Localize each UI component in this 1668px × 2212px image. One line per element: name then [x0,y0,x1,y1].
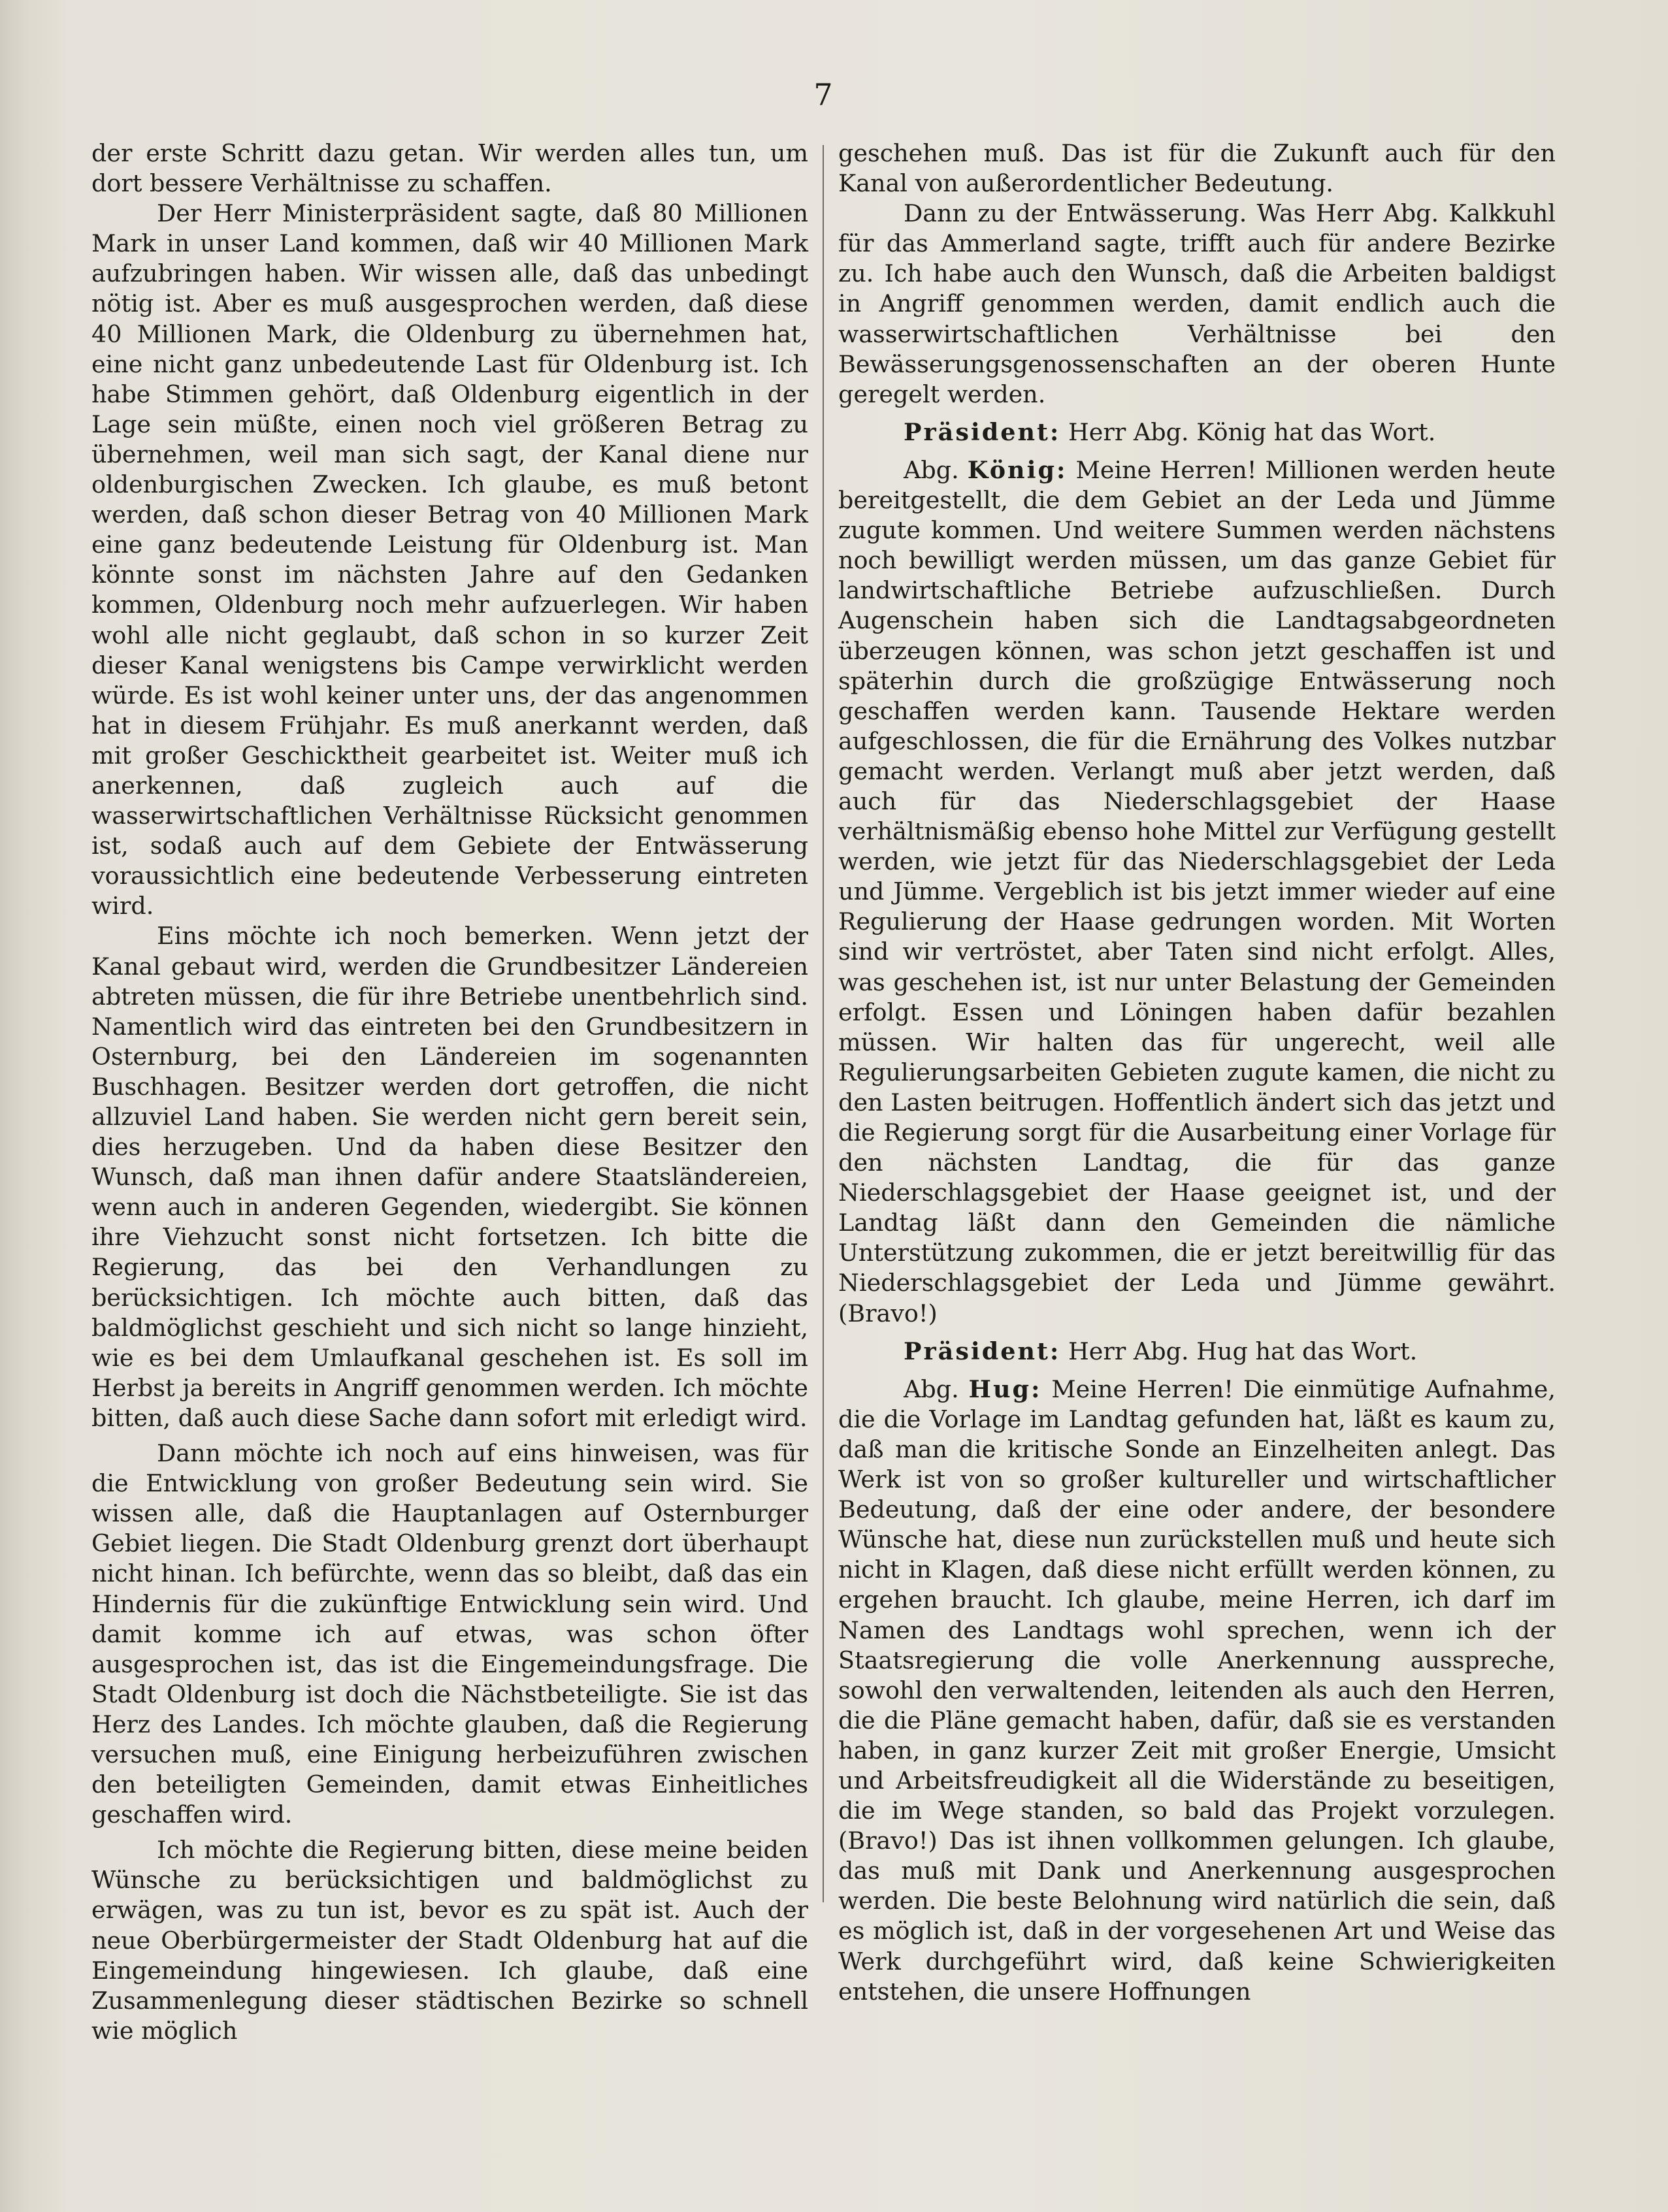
speech-lead: Abg. [904,1374,969,1403]
speaker-heading [838,417,1556,447]
speech-paragraph [838,1374,1556,2007]
text-paragraph: Ich möchte die Regierung bitten, diese meine beiden Wünsche zu berücksichtigen und baldmöglichst zu erwägen, was zu tun ist, bevor es zu spät ist. Auch der neue Oberbürgermeister der Stadt Oldenburg hat auf die Eingemeindung hingewiesen. Ich glaube, daß eine Zusammenlegung dieser städtischen Bezirke so schnell wie möglich [91,1836,808,2045]
right-column [838,138,1556,2007]
speaker-name: König: [967,455,1068,484]
page-number: 7 [813,77,833,112]
left-column [91,138,808,2046]
column-divider [823,145,824,1902]
speaker-name: Präsident: [904,1337,1061,1365]
text-paragraph: Dann zu der Entwässerung. Was Herr Abg. Kalkkuhl für das Ammerland sagte, trifft auch für andere Bezirke zu. Ich habe auch den Wunsch, daß die Arbeiten baldigst in Angriff genommen werden, damit endlich auch die wasserwirtschaftlichen Verhältnisse bei den Bewässerungsgenossenschaften an der oberen Hunte geregelt werden. [838,199,1556,408]
speech-text: Meine Herren! Die einmütige Aufnahme, die die Vorlage im Landtag gefunden hat, läßt es kaum zu, daß man die kritische Sonde an Einzelheiten anlegt. Das Werk ist von so großer kultureller und wirtschaftlicher Bedeutung, daß der eine oder andere, der besondere Wünsche hat, diese nun zurückstellen muß und heute sich nicht in Klagen, daß diese nicht erfüllt werden können, zu ergehen braucht. Ich glaube, meine Herren, ich darf im Namen des Landtags wohl sprechen, wenn ich der Staatsregierung die volle Anerkennung ausspreche, sowohl den verwaltenden, leitenden als auch den Herren, die die Pläne gemacht haben, dafür, daß sie es verstanden haben, in ganz kurzer Zeit mit großer Energie, Umsicht und Arbeitsfreudigkeit all die Widerstände zu beseitigen, die im Wege standen, so bald das Projekt vorzulegen. (Bravo!) Das ist ihnen vollkommen gelungen. Ich glaube, das muß mit Dank und Anerkennung ausgesprochen werden. Die beste Belohnung wird natürlich die sein, daß es möglich ist, daß in der vorgesehenen Art und Weise das Werk durchgeführt wird, daß keine Schwierigkeiten entstehen, die unsere Hoffnungen [838,1374,1556,2006]
text-paragraph: geschehen muß. Das ist für die Zukunft auch für den Kanal von außerordentlicher Bedeutung. [838,139,1556,198]
heading-text: Herr Abg. Hug hat das Wort. [1060,1337,1418,1365]
speech-paragraph [838,455,1556,1329]
speaker-name: Präsident: [904,417,1061,446]
heading-text: Herr Abg. König hat das Wort. [1060,417,1436,446]
speaker-name: Hug: [968,1374,1042,1403]
speech-text: Meine Herren! Millionen werden heute bereitgestellt, die dem Gebiet an der Leda und Jümme zugute kommen. Und weitere Summen werden nächstens noch bewilligt werden müssen, um das ganze Gebiet für landwirtschaftliche Betriebe aufzuschließen. Durch Augenschein haben sich die Landtagsabgeordneten überzeugen können, was schon jetzt geschaffen ist und späterhin durch die großzügige Entwässerung noch geschaffen werden kann. Tausende Hektare werden aufgeschlossen, die für die Ernährung des Volkes nutzbar gemacht werden. Verlangt muß aber jetzt werden, daß auch für das Niederschlagsgebiet der Haase verhältnismäßig ebenso hohe Mittel zur Verfügung gestellt werden, wie jetzt für das Niederschlagsgebiet der Leda und Jümme. Vergeblich ist bis jetzt immer wieder auf eine Regulierung der Haase gedrungen worden. Mit Worten sind wir vertröstet, aber Taten sind nicht erfolgt. Alles, was geschehen ist, ist nur unter Belastung der Gemeinden erfolgt. Essen und Löningen haben dafür bezahlen müssen. Wir halten das für ungerecht, weil alle Regulierungsarbeiten Gebieten zugute kamen, die nicht zu den Lasten beitrugen. Hoffentlich ändert sich das jetzt und die Regierung sorgt für die Ausarbeitung einer Vorlage für den nächsten Landtag, die für das ganze Niederschlagsgebiet der Haase geeignet ist, und der Landtag läßt dann den Gemeinden die nämliche Unterstützung zukommen, die er jetzt bereitwillig für das Niederschlagsgebiet der Leda und Jümme gewährt. (Bravo!) [838,455,1556,1327]
speech-lead: Abg. [904,455,968,484]
text-paragraph: der erste Schritt dazu getan. Wir werden alles tun, um dort bessere Verhältnisse zu schaffen. [91,139,808,198]
text-paragraph: Der Herr Ministerpräsident sagte, daß 80 Millionen Mark in unser Land kommen, daß wir 40 Millionen Mark aufzubringen haben. Wir wissen alle, daß das unbedingt nötig ist. Aber es muß ausgesprochen werden, daß diese 40 Millionen Mark, die Oldenburg zu übernehmen hat, eine nicht ganz unbedeutende Last für Oldenburg ist. Ich habe Stimmen gehört, daß Oldenburg eigentlich in der Lage sein müßte, einen noch viel größeren Betrag zu übernehmen, weil man sich sagt, der Kanal diene nur oldenburgischen Zwecken. Ich glaube, es muß betont werden, daß schon dieser Betrag von 40 Millionen Mark eine ganz bedeutende Leistung für Oldenburg ist. Man könnte sonst im nächsten Jahre auf den Gedanken kommen, Oldenburg noch mehr aufzuerlegen. Wir haben wohl alle nicht geglaubt, daß schon in so kurzer Zeit dieser Kanal wenigstens bis Campe verwirklicht werden würde. Es ist wohl keiner unter uns, der das angenommen hat in diesem Frühjahr. Es muß anerkannt werden, daß mit großer Geschicktheit gearbeitet ist. Weiter muß ich anerkennen, daß zugleich auch auf die wasserwirtschaftlichen Verhältnisse Rücksicht genommen ist, sodaß auch auf dem Gebiete der Entwässerung voraussichtlich eine bedeutende Verbesserung eintreten wird. [91,199,808,920]
text-paragraph: Dann möchte ich noch auf eins hinweisen, was für die Entwicklung von großer Bedeutung sein wird. Sie wissen alle, daß die Hauptanlagen auf Osternburger Gebiet liegen. Die Stadt Oldenburg grenzt dort überhaupt nicht hinan. Ich befürchte, wenn das so bleibt, daß das ein Hindernis für die zukünftige Entwicklung sein wird. Und damit komme ich auf etwas, was schon öfter ausgesprochen ist, das ist die Eingemeindungsfrage. Die Stadt Oldenburg ist doch die Nächstbeteiligte. Sie ist das Herz des Landes. Ich möchte glauben, daß die Regierung versuchen muß, eine Einigung herbeizuführen zwischen den beteiligten Gemeinden, damit etwas Einheitliches geschaffen wird. [91,1439,808,1829]
text-paragraph: Eins möchte ich noch bemerken. Wenn jetzt der Kanal gebaut wird, werden die Grundbesitzer Ländereien abtreten müssen, die für ihre Betriebe unentbehrlich sind. Namentlich wird das eintreten bei den Grundbesitzern in Osternburg, bei den Ländereien im sogenannten Buschhagen. Besitzer werden dort getroffen, die nicht allzuviel Land haben. Sie werden nicht gern bereit sein, dies herzugeben. Und da haben diese Besitzer den Wunsch, daß man ihnen dafür andere Staatsländereien, wenn auch in anderen Gegenden, wiedergibt. Sie können ihre Viehzucht sonst nicht fortsetzen. Ich bitte die Regierung, das bei den Verhandlungen zu berücksichtigen. Ich möchte auch bitten, daß das baldmöglichst geschieht und sich nicht so lange hinzieht, wie es bei dem Umlaufkanal geschehen ist. Es soll im Herbst ja bereits in Angriff genommen werden. Ich möchte bitten, daß auch diese Sache dann sofort mit erledigt wird. [91,922,808,1432]
speaker-heading [838,1337,1556,1367]
